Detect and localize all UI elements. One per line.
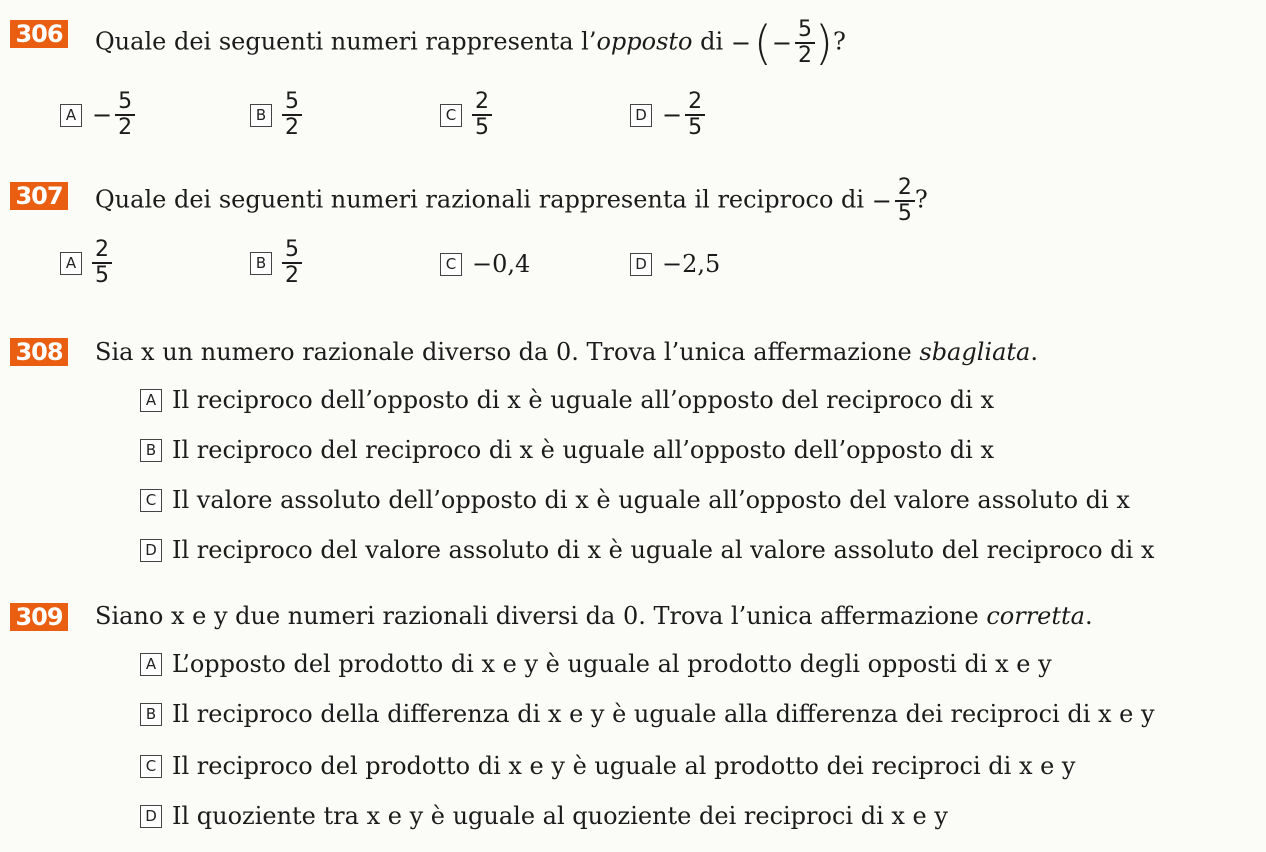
exercise-number-309: 309 xyxy=(10,603,68,631)
fraction: $\frac{5}{2}$ xyxy=(115,90,135,140)
choice-307-a[interactable] xyxy=(60,238,112,288)
choice-letter-badge: B xyxy=(140,703,162,726)
choice-306-d[interactable]: D − $\frac{2}{5}$ xyxy=(630,90,705,140)
choice-text: Il reciproco del reciproco di x è uguale all’opposto dell’opposto di x xyxy=(172,436,994,464)
choice-308-a[interactable] xyxy=(140,386,994,414)
exercise-number-308: 308 xyxy=(10,338,68,366)
choice-306-a[interactable]: A − $\frac{5}{2}$ xyxy=(60,90,135,140)
exercise-number-307: 307 xyxy=(10,182,68,210)
choice-letter-badge: D xyxy=(630,253,652,276)
question-307: Quale dei seguenti numeri razionali rappresenta il reciproco di − $\frac{2}{5}$ ? xyxy=(95,175,928,226)
choice-letter-badge: D xyxy=(140,805,162,828)
choice-value: −2,5 xyxy=(662,250,721,278)
fraction: $\frac{5}{2}$ xyxy=(282,238,302,288)
choice-letter-badge: B xyxy=(140,439,162,462)
choice-text: Il reciproco dell’opposto di x è uguale all’opposto del reciproco di x xyxy=(172,386,994,414)
choice-307-b[interactable] xyxy=(250,238,302,288)
expression-307: − $\frac{2}{5}$ xyxy=(872,176,915,226)
choice-308-d[interactable] xyxy=(140,536,1154,564)
choice-letter-badge: D xyxy=(630,104,652,127)
choice-letter-badge: A xyxy=(60,104,82,127)
choice-letter-badge: C xyxy=(440,104,462,127)
exercise-number-306: 306 xyxy=(10,20,68,48)
fraction: $\frac{2}{5}$ xyxy=(92,238,112,288)
choice-letter-badge: C xyxy=(140,489,162,512)
choice-text: Il quoziente tra x e y è uguale al quoziente dei reciproci di x e y xyxy=(172,802,948,830)
choice-309-c[interactable] xyxy=(140,752,1076,780)
choice-value: −0,4 xyxy=(472,250,531,278)
fraction: $\frac{5}{2}$ xyxy=(282,90,302,140)
choice-309-a[interactable] xyxy=(140,650,1052,678)
choice-306-b[interactable] xyxy=(250,90,302,140)
choice-text: Il reciproco della differenza di x e y è uguale alla differenza dei reciproci di x e y xyxy=(172,700,1155,728)
choice-letter-badge: D xyxy=(140,539,162,562)
choice-letter-badge: C xyxy=(440,253,462,276)
choice-307-c[interactable] xyxy=(440,250,530,278)
choice-letter-badge: A xyxy=(60,252,82,275)
fraction: $\frac{2}{5}$ xyxy=(685,90,705,140)
choice-308-b[interactable] xyxy=(140,436,994,464)
choice-letter-badge: B xyxy=(250,252,272,275)
question-309: Siano x e y due numeri razionali diversi da 0. Trova l’unica affermazione corretta. xyxy=(95,602,1093,630)
choice-text: Il reciproco del prodotto di x e y è uguale al prodotto dei reciproci di x e y xyxy=(172,752,1076,780)
choice-308-c[interactable] xyxy=(140,486,1130,514)
question-308: Sia x un numero razionale diverso da 0. Trova l’unica affermazione sbagliata. xyxy=(95,338,1038,366)
choice-309-d[interactable] xyxy=(140,802,948,830)
choice-306-c[interactable] xyxy=(440,90,492,140)
question-306: Quale dei seguenti numeri rappresenta l’opposto di − ( − $\frac{5}{2}$ ) ? xyxy=(95,16,846,70)
choice-letter-badge: A xyxy=(140,653,162,676)
choice-letter-badge: A xyxy=(140,389,162,412)
fraction: $\frac{2}{5}$ xyxy=(472,90,492,140)
choice-309-b[interactable] xyxy=(140,700,1155,728)
choice-text: L’opposto del prodotto di x e y è uguale al prodotto degli opposti di x e y xyxy=(172,650,1052,678)
choice-text: Il reciproco del valore assoluto di x è uguale al valore assoluto del reciproco di x xyxy=(172,536,1155,564)
choice-text: Il valore assoluto dell’opposto di x è uguale all’opposto del valore assoluto di x xyxy=(172,486,1130,514)
choice-letter-badge: C xyxy=(140,755,162,778)
expression-306: − ( − $\frac{5}{2}$ ) xyxy=(730,16,833,70)
choice-letter-badge: B xyxy=(250,104,272,127)
choice-307-d[interactable] xyxy=(630,250,720,278)
